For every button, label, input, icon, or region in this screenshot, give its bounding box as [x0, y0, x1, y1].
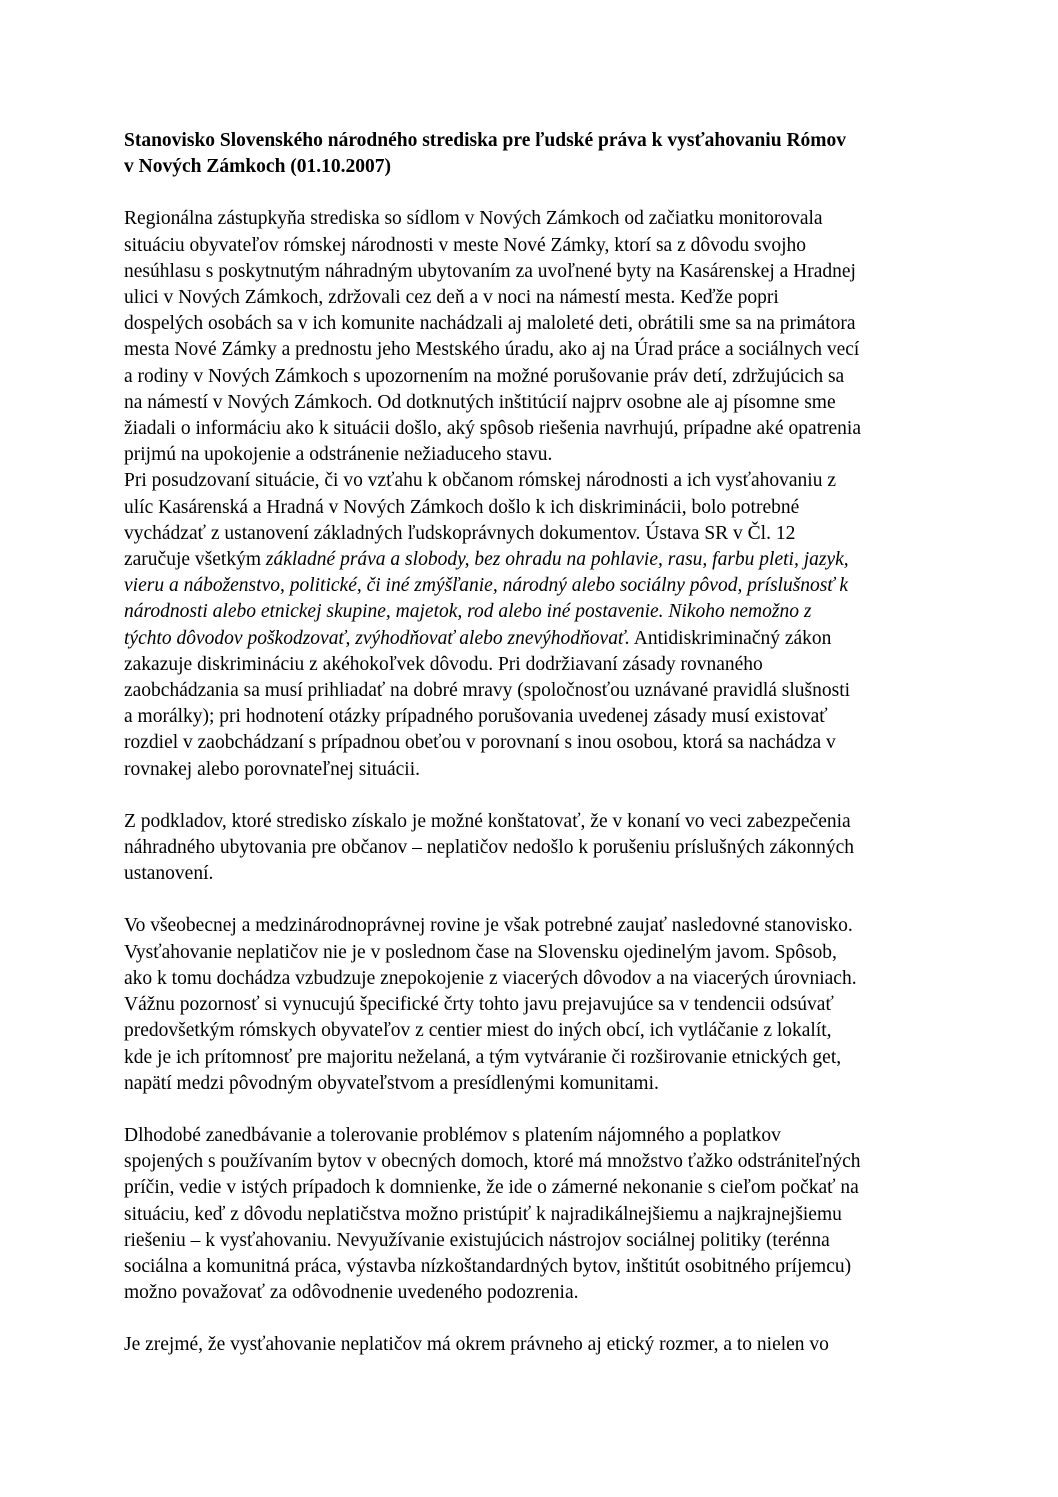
text-line: sociálna a komunitná práca, výstavba nízkoštandardných bytov, inštitút osobitného príjemcu)	[124, 1255, 852, 1277]
constitution-quote: týchto dôvodov poškodzovať, zvýhodňovať alebo znevýhodňovať.	[124, 627, 630, 649]
constitution-quote: základné práva a slobody, bez ohradu na pohlavie, rasu, farbu pleti, jazyk,	[265, 549, 849, 571]
text-line: zakazuje diskrimináciu z akéhokoľvek dôvodu. Pri dodržiavaní zásady rovnaného	[124, 653, 763, 675]
paragraph-gap	[124, 783, 940, 809]
text-line: spojených s používaním bytov v obecných domoch, ktoré má množstvo ťažko odstrániteľných	[124, 1151, 861, 1173]
paragraph-assessment	[124, 468, 940, 782]
text-line: ulici v Nových Zámkoch, zdržovali cez deň a v noci na námestí mesta. Keďže popri	[124, 287, 779, 309]
constitution-quote-line: národnosti alebo etnickej skupine, majetok, rod alebo iné postavenie. Nikoho nemožno z	[124, 601, 812, 623]
title-line: Stanovisko Slovenského národného strediska pre ľudské práva k vysťahovaniu Rómov	[124, 130, 847, 151]
title-line: v Nových Zámkoch (01.10.2007)	[124, 156, 392, 178]
text-segment: zaručuje všetkým	[124, 549, 266, 571]
text-line: vychádzať z ustanovení základných ľudskoprávnych dokumentov. Ústava SR v Čl. 12	[124, 522, 796, 544]
paragraph-gap	[124, 1306, 940, 1332]
text-line	[124, 626, 940, 652]
document-body	[124, 128, 940, 1359]
paragraph-gap	[124, 887, 940, 913]
text-line: predovšetkým rómskych obyvateľov z centier miest do iných obcí, ich vytláčanie z lokalít,	[124, 1020, 832, 1042]
text-line: Dlhodobé zanedbávanie a tolerovanie problémov s platením nájomného a poplatkov	[124, 1124, 781, 1146]
text-line: príčin, vedie v istých prípadoch k domnienke, že ide o zámerné nekonanie s cieľom počkať na	[124, 1177, 859, 1199]
text-line: Vysťahovanie neplatičov nie je v poslednom čase na Slovensku ojedinelým javom. Spôsob,	[124, 941, 837, 963]
text-line: Vo všeobecnej a medzinárodnoprávnej rovine je však potrebné zaujať nasledovné stanovisko.	[124, 915, 853, 937]
text-line: napätí medzi pôvodným obyvateľstvom a presídlenými komunitami.	[124, 1072, 659, 1094]
text-line: nesúhlasu s poskytnutým náhradným ubytovaním za uvoľnené byty na Kasárenskej a Hradnej	[124, 260, 856, 282]
text-line: na námestí v Nových Zámkoch. Od dotknutých inštitúcií najprv osobne ale aj písomne sme	[124, 391, 836, 413]
text-line: Pri posudzovaní situácie, či vo vzťahu k občanom rómskej národnosti a ich vysťahovaniu z	[124, 470, 836, 492]
text-line: Regionálna zástupkyňa strediska so sídlom v Nových Zámkoch od začiatku monitorovala	[124, 208, 823, 230]
paragraph-neglect	[124, 1123, 940, 1306]
text-line: riešeniu – k vysťahovaniu. Nevyužívanie existujúcich nástrojov sociálnej politiky (terénna	[124, 1229, 830, 1251]
text-line: kde je ich prítomnosť pre majoritu neželaná, a tým vytváranie či rozširovanie etnických get,	[124, 1046, 842, 1068]
text-line: Z podkladov, ktoré stredisko získalo je možné konštatovať, že v konaní vo veci zabezpečenia	[124, 810, 851, 832]
text-line: možno považovať za odôvodnenie uvedeného podozrenia.	[124, 1282, 579, 1304]
text-line: dospelých osobách sa v ich komunite nachádzali aj maloleté deti, obrátili sme sa na primátora	[124, 313, 856, 335]
text-line: rozdiel v zaobchádzaní s prípadnou obeťou v porovnaní s inou osobou, ktorá sa nachádza v	[124, 732, 836, 754]
text-line: zaobchádzania sa musí prihliadať na dobré mravy (spoločnosťou uznávané pravidlá slušnosti	[124, 680, 851, 702]
text-line: situáciu, keď z dôvodu neplatičstva možno pristúpiť k najradikálnejšiemu a najkrajnejšiemu	[124, 1203, 842, 1225]
text-line: ulíc Kasárenská a Hradná v Nových Zámkoch došlo k ich diskriminácii, bolo potrebné	[124, 496, 800, 518]
paragraph-international-position	[124, 913, 940, 1096]
text-line: a morálky); pri hodnotení otázky prípadného porušovania uvedenej zásady musí existovať	[124, 706, 828, 728]
text-line: mesta Nové Zámky a prednostu jeho Mestského úradu, ako aj na Úrad práce a sociálnych vecí	[124, 339, 860, 361]
text-line: žiadali o informáciu ako k situácii došlo, aký spôsob riešenia navrhujú, prípadne aké opatrenia	[124, 418, 861, 440]
text-line: ako k tomu dochádza vzbudzuje znepokojenie z viacerých dôvodov a na viacerých úrovniach.	[124, 967, 857, 989]
text-line: a rodiny v Nových Zámkoch s upozornením na možné porušovanie práv detí, zdržujúcich sa	[124, 365, 845, 387]
text-line: prijmú na upokojenie a odstránenie nežiaduceho stavu.	[124, 444, 553, 466]
text-line: náhradného ubytovania pre občanov – neplatičov nedošlo k porušeniu príslušných zákonných	[124, 837, 854, 859]
text-line: situáciu obyvateľov rómskej národnosti v meste Nové Zámky, ktorí sa z dôvodu svojho	[124, 234, 806, 256]
document-title	[124, 128, 940, 180]
paragraph-ethics	[124, 1332, 940, 1358]
text-line: Vážnu pozornosť si vynucujú špecifické črty tohto javu prejavujúce sa v tendencii odsúvať	[124, 994, 834, 1016]
text-line	[124, 547, 940, 573]
text-line: ustanovení.	[124, 863, 214, 885]
text-line: rovnakej alebo porovnateľnej situácii.	[124, 758, 420, 780]
paragraph-conclusion	[124, 809, 940, 888]
text-line: Je zrejmé, že vysťahovanie neplatičov má okrem právneho aj etický rozmer, a to nielen vo	[124, 1334, 829, 1356]
paragraph-monitoring	[124, 206, 940, 468]
text-segment: Antidiskriminačný zákon	[629, 627, 832, 649]
paragraph-gap	[124, 1097, 940, 1123]
constitution-quote-line: vieru a náboženstvo, politické, či iné zmýšľanie, národný alebo sociálny pôvod, príslušnosť k	[124, 575, 849, 597]
